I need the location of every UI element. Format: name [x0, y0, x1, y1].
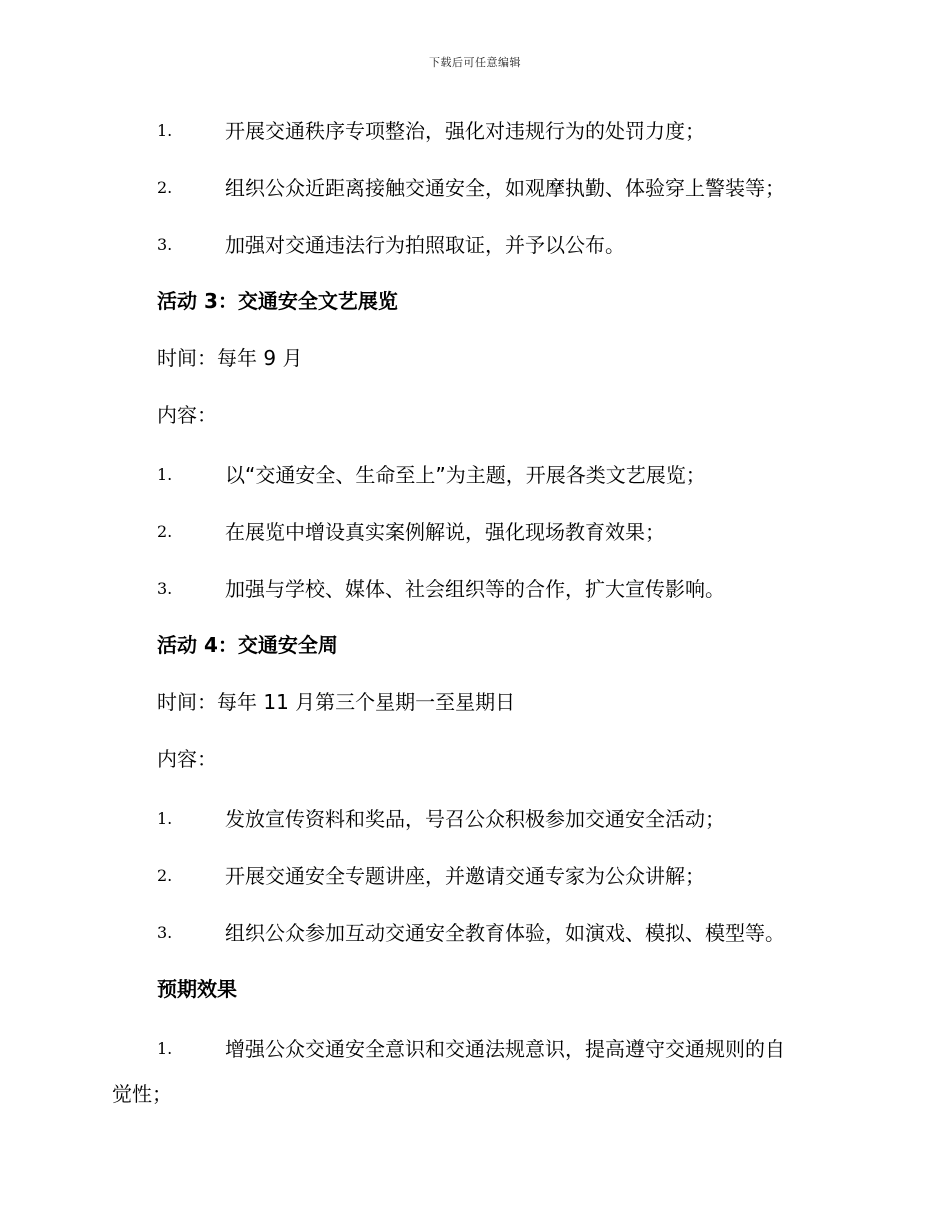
section-heading: 预期效果: [157, 977, 237, 1001]
list-item-number: 3.: [157, 235, 173, 254]
time-line: 时间：每年 9 月: [157, 346, 303, 370]
list-item-text: 以“交通安全、生命至上”为主题，开展各类文艺展览；: [225, 463, 706, 487]
list-item-continuation: 觉性；: [112, 1082, 172, 1106]
list-item-text: 发放宣传资料和奖品，号召公众积极参加交通安全活动；: [225, 807, 725, 831]
list-item-number: 3.: [157, 579, 173, 598]
list-item-number: 1.: [157, 1039, 173, 1058]
list-item-text: 组织公众参加互动交通安全教育体验，如演戏、模拟、模型等。: [225, 921, 785, 945]
section-heading: 活动 4：交通安全周: [157, 633, 338, 657]
list-item-text: 开展交通安全专题讲座，并邀请交通专家为公众讲解；: [225, 864, 705, 888]
list-item-number: 1.: [157, 465, 173, 484]
list-item-number: 2.: [157, 866, 173, 885]
content-label: 内容：: [157, 403, 217, 427]
list-item-text: 在展览中增设真实案例解说，强化现场教育效果；: [225, 520, 665, 544]
list-item-text: 组织公众近距离接触交通安全，如观摩执勤、体验穿上警装等；: [225, 176, 785, 200]
time-line: 时间：每年 11 月第三个星期一至星期日: [157, 690, 516, 714]
list-item-text: 加强对交通违法行为拍照取证，并予以公布。: [225, 233, 625, 257]
list-item-number: 1.: [157, 121, 173, 140]
page-header: 下载后可任意编辑: [429, 56, 521, 69]
list-item-number: 2.: [157, 522, 173, 541]
section-heading: 活动 3：交通安全文艺展览: [157, 289, 398, 313]
list-item-number: 2.: [157, 178, 173, 197]
content-label: 内容：: [157, 747, 217, 771]
list-item-number: 3.: [157, 923, 173, 942]
list-item-text: 加强与学校、媒体、社会组织等的合作，扩大宣传影响。: [225, 577, 725, 601]
list-item-number: 1.: [157, 809, 173, 828]
list-item-text: 开展交通秩序专项整治，强化对违规行为的处罚力度；: [225, 119, 705, 143]
list-item-text: 增强公众交通安全意识和交通法规意识，提高遵守交通规则的自: [225, 1037, 785, 1061]
